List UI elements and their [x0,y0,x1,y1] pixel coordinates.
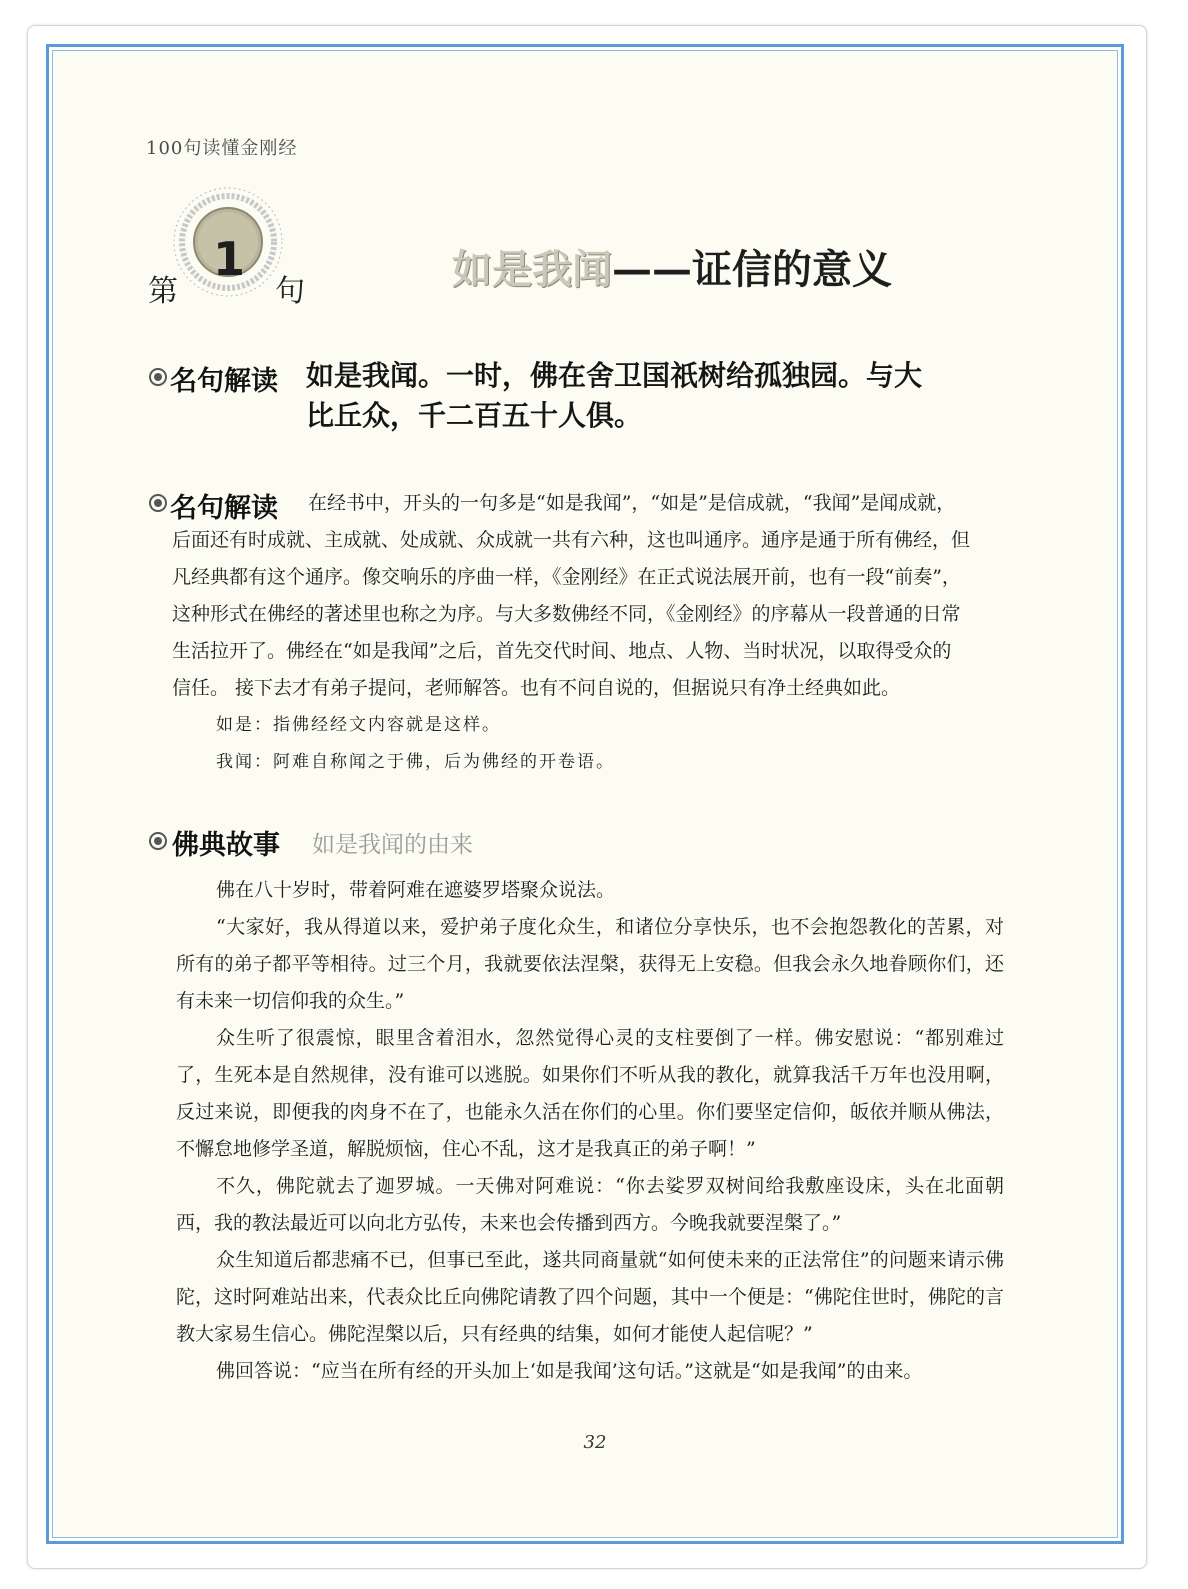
story-paragraph: 佛回答说：“应当在所有经的开头加上‘如是我闻’这句话。”这就是“如是我闻”的由来。 [216,1360,923,1382]
running-head: 100句读懂金刚经 [146,138,298,159]
chapter-number: 1 [212,232,245,286]
story-paragraph: 佛在八十岁时，带着阿难在遮婆罗塔聚众说法。 [216,879,616,901]
term-note: 如是：指佛经经文内容就是这样。 [216,715,501,735]
story-paragraph: 不久，佛陀就去了迦罗城。一天佛对阿难说：“你去娑罗双树间给我敷座设床，头在北面朝西，我的教法最近可以向北方弘传，未来也会传播到西方。今晚我就要涅槃了。” [176,1175,1004,1234]
quote-line: 如是我闻。一时，佛在舍卫国祇树给孤独园。与大 [306,359,923,392]
chapter-title [452,238,892,295]
chapter-prefix: 第 [148,274,178,309]
story-body [176,872,1004,1390]
story-paragraph: “大家好，我从得道以来，爱护弟子度化众生，和诸位分享快乐，也不会抱怨教化的苦累，对所有的弟子都平等相待。过三个月，我就要依法涅槃，获得无上安稳。但我会永久地眷顾你们，还有未来一切信仰我的众生。” [176,916,1004,1012]
chapter-suffix: 句 [275,274,305,309]
story-paragraph: 众生听了很震惊，眼里含着泪水，忽然觉得心灵的支柱要倒了一样。佛安慰说：“都别难过了，生死本是自然规律，没有谁可以逃脱。如果你们不听从我的教化，就算我活千万年也没用啊，反过来说，即便我的肉身不在了，也能永久活在你们的心里。你们要坚定信仰，皈依并顺从佛法，不懈怠地修学圣道，解脱烦恼，住心不乱，这才是我真正的弟子啊！” [176,1027,1004,1160]
page-number: 32 [583,1432,607,1453]
explain-line: 凡经典都有这个通序。像交响乐的序曲一样，《金刚经》在正式说法展开前，也有一段“前奏”， [172,566,961,588]
explain-line: 信任。 接下去才有弟子提问，老师解答。也有不问自说的，但据说只有净土经典如此。 [172,677,901,699]
explain-line: 生活拉开了。佛经在“如是我闻”之后，首先交代时间、地点、人物、当时状况，以取得受众的 [172,640,952,662]
section-story-label: 佛典故事 [172,830,280,861]
chapter-title-main: 如是我闻 [452,246,612,293]
explain-first-line: 在经书中，开头的一句多是“如是我闻”，“如是”是信成就，“我闻”是闻成就， [308,492,956,514]
section-explain-label: 名句解读 [170,493,278,524]
term-note: 我闻：阿难自称闻之于佛，后为佛经的开卷语。 [216,752,615,772]
section-quote-label: 名句解读 [170,366,278,397]
section-bullet-icon [149,368,167,386]
quote-text [306,356,986,436]
chapter-title-dash: —— [612,246,692,293]
story-subtitle: 如是我闻的由来 [312,832,473,858]
chapter-title-sub: 证信的意义 [692,246,892,293]
quote-line: 比丘众，千二百五十人俱。 [306,399,643,432]
section-bullet-icon [149,832,167,850]
explain-line: 后面还有时成就、主成就、处成就、众成就一共有六种，这也叫通序。通序是通于所有佛经，但 [172,529,971,551]
section-bullet-icon [149,494,167,512]
explain-line: 这种形式在佛经的著述里也称之为序。与大多数佛经不同，《金刚经》的序幕从一段普通的日常 [172,603,961,625]
explain-body [172,522,1008,781]
story-paragraph: 众生知道后都悲痛不已，但事已至此，遂共同商量就“如何使未来的正法常住”的问题来请示佛陀，这时阿难站出来，代表众比丘向佛陀请教了四个问题，其中一个便是：“佛陀住世时，佛陀的言教大家易生信心。佛陀涅槃以后，只有经典的结集，如何才能使人起信呢？” [176,1249,1004,1345]
